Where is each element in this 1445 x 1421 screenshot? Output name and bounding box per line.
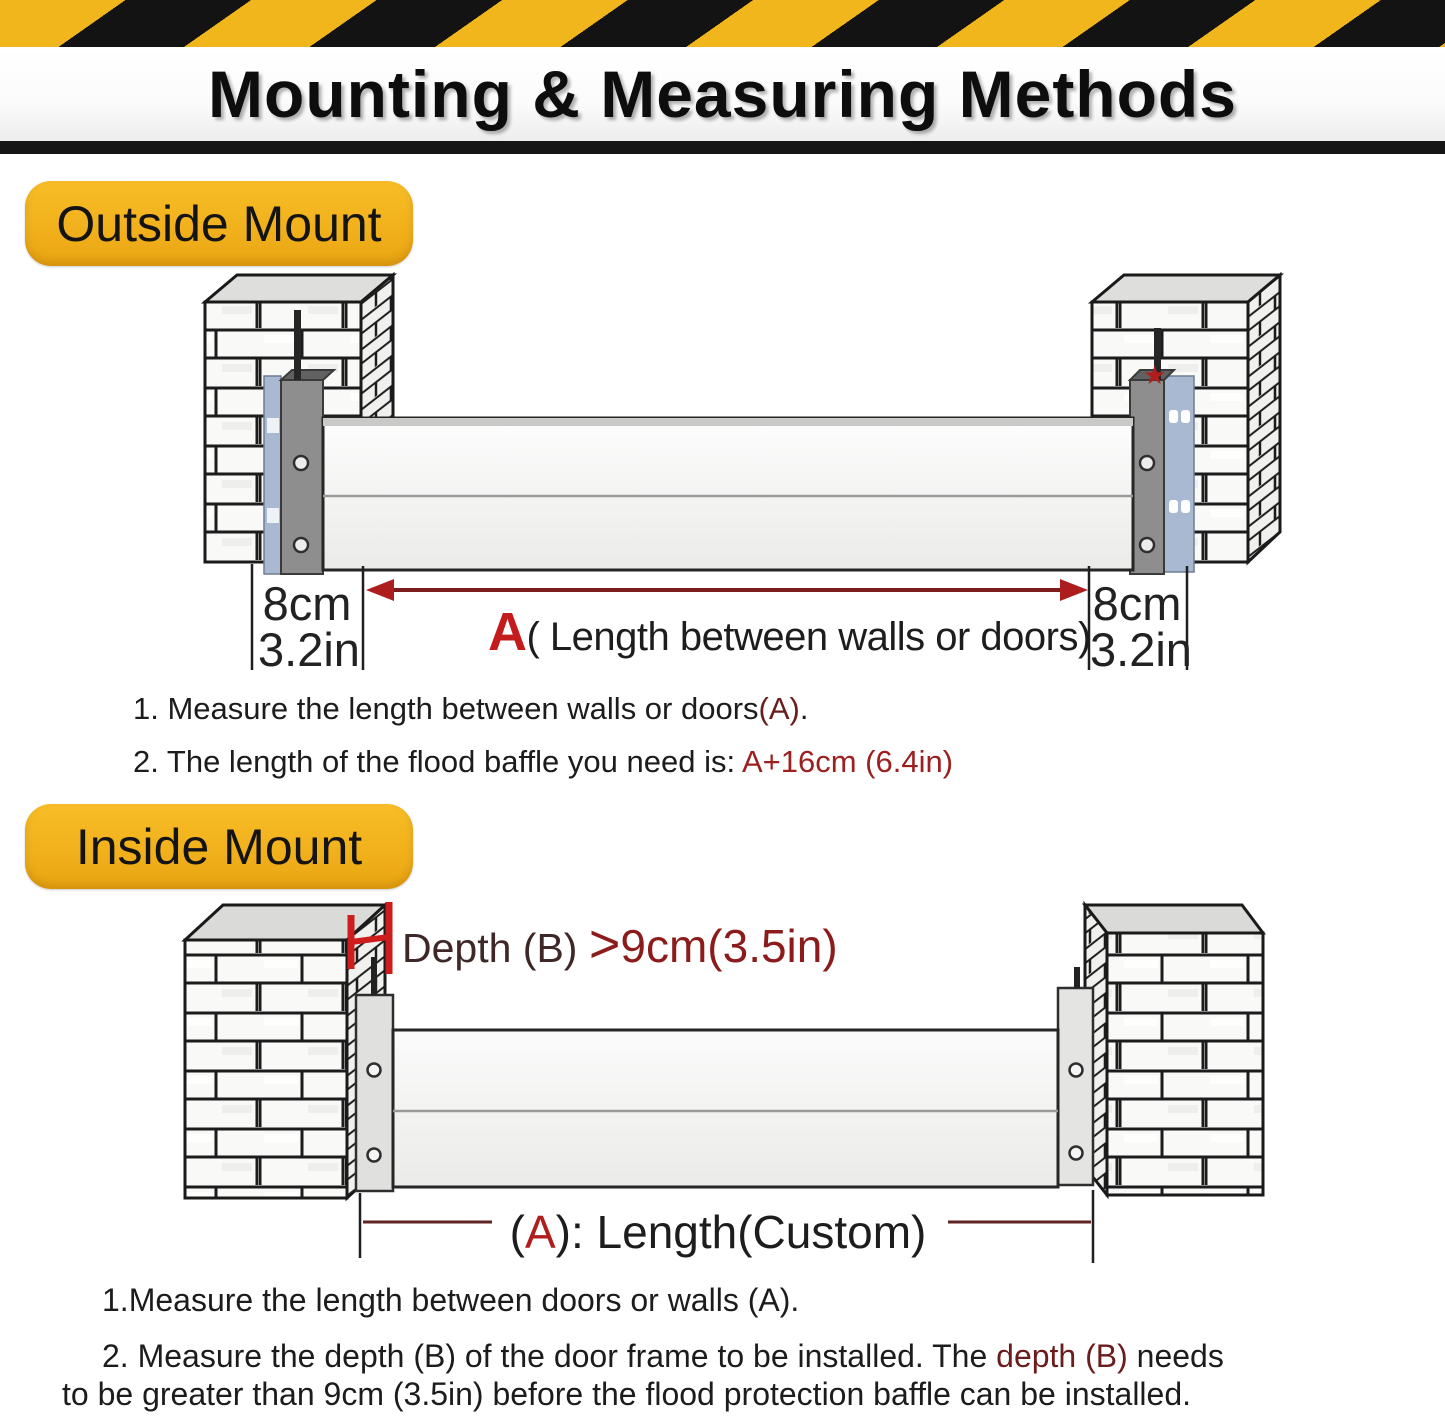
paren: ( <box>509 1206 525 1258</box>
step-text: 2. The length of the flood baffle you need is: <box>133 744 742 779</box>
step-text: 2. Measure the depth (B) of the door frame to be installed. The <box>102 1338 997 1374</box>
flood-barrier <box>323 418 1133 570</box>
right-brick-pillar <box>1085 905 1263 1195</box>
channel-top-cap <box>281 370 334 380</box>
inside-mount-diagram <box>0 895 1445 1300</box>
dim-left-in: 3.2in <box>258 623 360 670</box>
star-marker-icon: ★ <box>1143 360 1167 390</box>
screw-hole <box>294 538 308 552</box>
greater-than-sign: > <box>588 914 621 974</box>
arrow-head-right-icon <box>1060 579 1088 601</box>
seal-clip <box>1169 500 1178 513</box>
hazard-stripe-banner <box>0 0 1445 47</box>
seal-clip <box>1169 410 1178 423</box>
outside-step-1 <box>133 690 953 728</box>
inside-mount-label <box>25 804 413 889</box>
pillar-top-face <box>1085 905 1263 933</box>
anchor-pin <box>371 957 377 995</box>
length-a-description: ( Length between walls or doors) <box>526 615 1091 659</box>
anchor-pin <box>294 310 301 380</box>
depth-value: 9cm(3.5in) <box>620 920 838 972</box>
dim-right-cm: 8cm <box>1092 577 1182 630</box>
step-text: 1. Measure the length between walls or doors <box>133 691 759 726</box>
seal-clip <box>267 418 279 433</box>
seal-clip <box>1181 410 1190 423</box>
length-a-label <box>488 602 1091 662</box>
screw-hole <box>1070 1147 1083 1160</box>
inside-mount-label-text: Inside Mount <box>75 818 363 875</box>
depth-label <box>402 914 838 974</box>
inside-dimensions <box>360 1190 1093 1263</box>
inside-step-2-line-1 <box>102 1337 1427 1375</box>
step-text: . <box>799 691 809 726</box>
anchor-pin <box>1074 967 1080 988</box>
outside-mount-label-text: Outside Mount <box>56 195 382 252</box>
outside-step-2 <box>133 743 953 781</box>
barrier-panels <box>393 1030 1058 1187</box>
step-text: needs <box>1127 1338 1224 1374</box>
screw-hole <box>294 456 308 470</box>
outside-mount-diagram <box>0 270 1445 670</box>
barrier-top-edge <box>323 418 1133 426</box>
right-seal-strip <box>1164 376 1194 572</box>
page-title: Mounting & Measuring Methods <box>208 57 1237 131</box>
outside-dimensions <box>252 564 1192 670</box>
step-highlight: A+16cm (6.4in) <box>741 744 954 779</box>
dim-right-in: 3.2in <box>1090 623 1192 670</box>
flood-barrier <box>393 1030 1058 1187</box>
screw-hole <box>1140 456 1154 470</box>
length-a-letter: A <box>524 1206 556 1258</box>
pillar-front-face <box>1107 933 1263 1195</box>
screw-hole <box>368 1064 381 1077</box>
left-seal-strip <box>264 376 281 574</box>
step-highlight: (A) <box>758 691 800 726</box>
inside-mount-steps <box>62 1281 1427 1413</box>
seal-clip <box>267 508 279 523</box>
title-band <box>0 47 1445 141</box>
outside-mount-steps <box>133 690 953 796</box>
length-custom-text: ): Length(Custom) <box>555 1206 927 1258</box>
step-highlight: depth (B) <box>996 1338 1128 1374</box>
arrow-head-left-icon <box>366 579 394 601</box>
seal-clip <box>1181 500 1190 513</box>
outside-mount-label <box>25 181 413 266</box>
screw-hole <box>368 1149 381 1162</box>
depth-label-text: Depth (B) <box>402 925 589 971</box>
banner-divider <box>0 141 1445 154</box>
depth-annotation <box>351 902 838 974</box>
length-custom-label <box>510 1206 927 1258</box>
screw-hole <box>1140 538 1154 552</box>
inside-step-1: 1.Measure the length between doors or walls (A). <box>102 1282 800 1318</box>
pillar-front-face <box>185 940 347 1198</box>
length-a-letter: A <box>488 602 527 662</box>
inside-step-2-line-2: to be greater than 9cm (3.5in) before the flood protection baffle can be installed. <box>62 1376 1192 1412</box>
dim-left-cm: 8cm <box>262 577 352 630</box>
pillar-side-face <box>1248 275 1280 562</box>
right-mounting-channel <box>1058 967 1093 1185</box>
screw-hole <box>1070 1064 1083 1077</box>
barrier-panels <box>323 418 1133 570</box>
